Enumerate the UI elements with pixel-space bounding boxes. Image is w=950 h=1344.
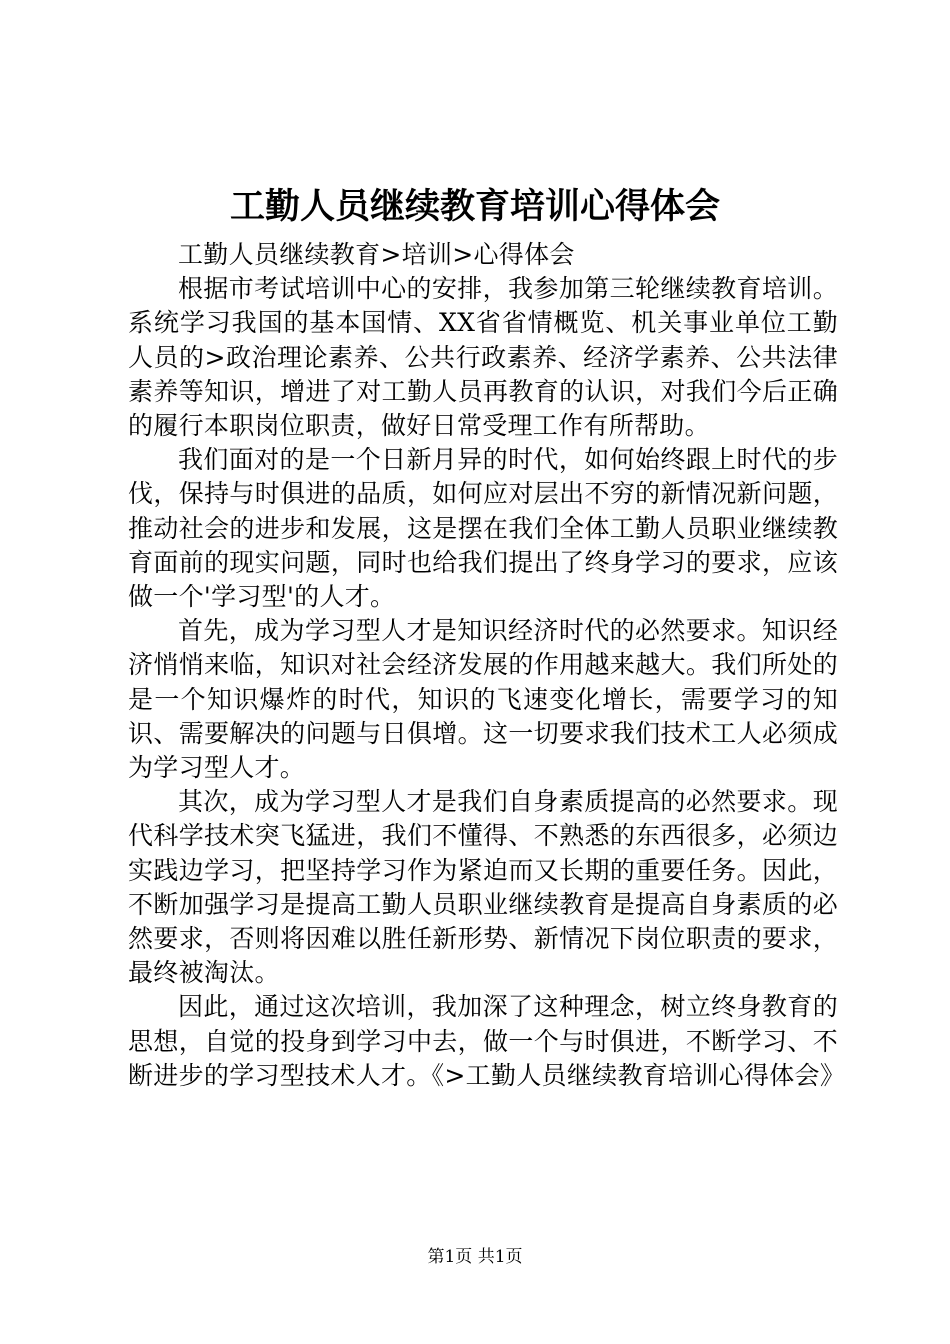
paragraph: 其次，成为学习型人才是我们自身素质提高的必然要求。现代科学技术突飞猛进，我们不懂得、不熟悉的东西很多，必须边实践边学习，把坚持学习作为紧迫而又长期的重要任务。因此，不断加强学习是提高工勤人员职业继续教育是提高自身素质的必然要求，否则将因难以胜任新形势、新情况下岗位职责的要求，最终被淘汰。 [128, 787, 838, 988]
page-title: 工勤人员继续教育培训心得体会 [229, 186, 720, 227]
paragraph: 我们面对的是一个日新月异的时代，如何始终跟上时代的步伐，保持与时俱进的品质，如何应对层出不穷的新情况新问题，推动社会的进步和发展，这是摆在我们全体工勤人员职业继续教育面前的现实问题，同时也给我们提出了终身学习的要求，应该做一个'学习型'的人才。 [128, 445, 838, 612]
document-body [128, 238, 846, 1093]
paragraph: 根据市考试培训中心的安排，我参加第三轮继续教育培训。系统学习我国的基本国情、XX省省情概览、机关事业单位工勤人员的>政治理论素养、公共行政素养、经济学素养、公共法律素养等知识，增进了对工勤人员再教育的认识，对我们今后正确的履行本职岗位职责，做好日常受理工作有所帮助。 [128, 274, 838, 441]
paragraph: 因此，通过这次培训，我加深了这种理念，树立终身教育的思想，自觉的投身到学习中去，做一个与时俱进，不断学习、不断进步的学习型技术人才。《>工勤人员继续教育培训心得体会》 [128, 992, 846, 1090]
page-number-footer: 第1页 共1页 [427, 1247, 523, 1267]
paragraph-breadcrumb: 工勤人员继续教育>培训>心得体会 [178, 240, 575, 269]
paragraph: 首先，成为学习型人才是知识经济时代的必然要求。知识经济悄悄来临，知识对社会经济发展的作用越来越大。我们所处的是一个知识爆炸的时代，知识的飞速变化增长，需要学习的知识、需要解决的问题与日俱增。这一切要求我们技术工人必须成为学习型人才。 [128, 616, 838, 783]
